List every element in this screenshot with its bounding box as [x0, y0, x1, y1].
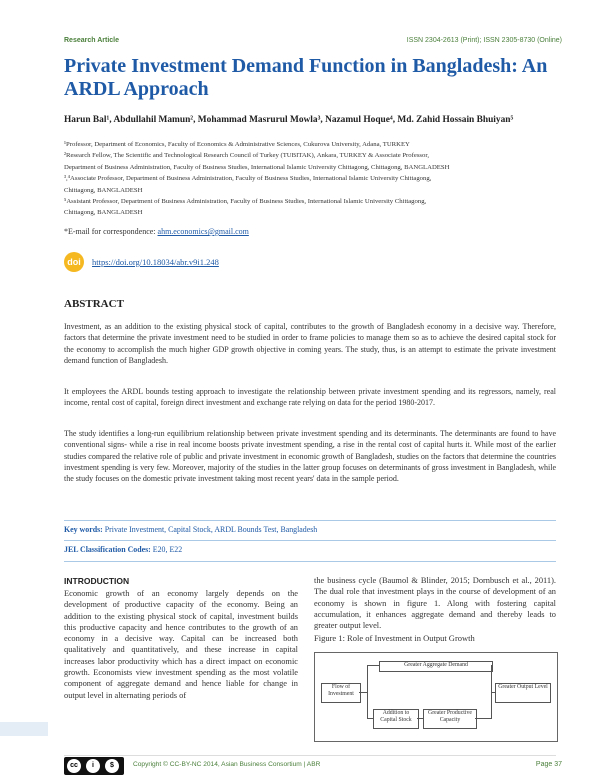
footer-divider: [64, 755, 556, 756]
cc-license-icon: [64, 757, 124, 775]
keywords-line: [64, 525, 317, 534]
correspondence: [64, 227, 249, 236]
figure-1: [314, 652, 558, 742]
copyright: Copyright © CC-BY-NC 2014, Asian Business Consortium | ABR: [133, 761, 321, 768]
nc-icon: $: [105, 759, 119, 773]
connector: [491, 665, 492, 692]
affiliations: [64, 139, 554, 219]
intro-right-column: the business cycle (Baumol & Blinder, 2015; Dornbusch et al., 2011). The dual role that investment plays in the course of development of an economy is shown in figure 1. Along with fostering capital accumulation, it enhances aggregate demand and thereby leads to greater output level.: [314, 576, 556, 631]
article-type: Research Article: [64, 37, 119, 44]
jel-value: E20, E22: [152, 545, 183, 554]
abstract-heading: ABSTRACT: [64, 298, 124, 310]
doi-link[interactable]: https://doi.org/10.18034/abr.v9i1.248: [92, 257, 219, 267]
capital-stock-box: Addition to Capital Stock: [373, 709, 419, 729]
affiliation-line: ³,⁴Associate Professor, Department of Business Administration, Faculty of Business Studies, International Islamic University Chittagong,: [64, 175, 432, 183]
paper-title: [64, 55, 564, 101]
jel-line: [64, 545, 182, 554]
connector: [367, 718, 373, 719]
keywords-value: Private Investment, Capital Stock, ARDL Bounds Test, Bangladesh: [104, 525, 318, 534]
affiliation-line: ⁵Assistant Professor, Department of Business Administration, Faculty of Business Studies, International Islamic University Chittagong,: [64, 198, 427, 206]
aggregate-demand-box: Greater Aggregate Demand: [379, 661, 493, 672]
keywords-divider: [64, 540, 556, 541]
connector: [367, 665, 368, 718]
connector: [359, 692, 367, 693]
title-line-2: ARDL Approach: [64, 78, 209, 100]
connector: [417, 718, 423, 719]
productive-capacity-box: Greater Productive Capacity: [423, 709, 477, 729]
output-level-box: Greater Output Level: [495, 683, 551, 703]
affiliation-line: Chittagong, BANGLADESH: [64, 209, 143, 217]
cc-icon: cc: [67, 759, 81, 773]
issn: ISSN 2304-2613 (Print); ISSN 2305-8730 (Online): [406, 37, 562, 44]
email-label: *E-mail for correspondence:: [64, 227, 158, 236]
abstract-paragraph: It employees the ARDL bounds testing approach to investigate the relationship between private investment spending and its regressors, namely, real income, rental cost of capital, foreign direct investment and exchange rate relying on data for the period 1980-2017.: [64, 387, 556, 408]
abstract-paragraph: The study identifies a long-run equilibrium relationship between private investment spending and its determinants. The determinants are found to have conventional signs- while a rise in real income boosts private investment spending, a rise in the rental cost of capital hurts it. While most of the earlier studies compared the relative role of public and private investment in economic growth of Bangladesh, studies on the factors that determine the countries investment spending is very few. Moreover, majority of the studies in the latter group focuses on determinants of gross investment in Bangladesh, while the study focuses on the domestic private investment taking most recent years' data in the sample period.: [64, 429, 556, 484]
abstract-paragraph: Investment, as an addition to the existing physical stock of capital, contributes to the growth of Bangladesh economy in a decisive way. Therefore, factors that determine the private investment need to be studied in order to frame policies to manage them so as to achieve the desired capital stock for the economy to accomplish the much higher GDP growth objective in coming years. The study, thus, is an attempt to estimate the private investment demand function of Bangladesh.: [64, 322, 556, 365]
intro-left-column: Economic growth of an economy largely depends on the development of productive capacity of the economy. Being an addition to the existing physical stock of capital, investment builds this productive capacity and hence contributes to the growth of an economy in a decisive way. Capital can be increased both qualitatively and quantitatively, and these increase in capital increases labor productivity which has a direct impact on economic growth. Economists view investment spending as the most volatile component of aggregate demand and hence liable for change in output level in alternating periods of: [64, 589, 298, 700]
affiliation-line: Department of Business Administration, Faculty of Business Studies, International Islamic University Chittagong, Chittagong, BANGLADESH: [64, 163, 450, 171]
connector: [491, 692, 495, 693]
figure-caption: Figure 1: Role of Investment in Output Growth: [314, 633, 475, 643]
side-decoration: [0, 722, 48, 736]
keywords-label: Key words:: [64, 525, 103, 534]
affiliation-line: Chittagong, BANGLADESH: [64, 186, 143, 194]
connector: [491, 692, 492, 719]
connector: [475, 718, 492, 719]
page-number: Page 37: [535, 761, 562, 768]
connector: [367, 665, 379, 666]
authors: Harun Bal¹, Abdullahil Mamun², Mohammad Masrurul Mowla³, Nazamul Hoque⁴, Md. Zahid Hossain Bhuiyan⁵: [64, 115, 514, 125]
email-link[interactable]: ahm.economics@gmail.com: [157, 227, 249, 236]
doi-icon: doi: [64, 252, 84, 272]
flow-of-investment-box: Flow of Investment: [321, 683, 361, 703]
introduction-heading: INTRODUCTION: [64, 576, 130, 586]
affiliation-line: ²Research Fellow, The Scientific and Technological Research Council of Turkey (TUBITAK), Ankara, TURKEY & Associate Professor,: [64, 152, 429, 160]
jel-label: JEL Classification Codes:: [64, 545, 151, 554]
affiliation-line: ¹Professor, Department of Economics, Faculty of Economics & Administrative Sciences, Cukurova University, Adana, TURKEY: [64, 141, 410, 148]
title-line-1: Private Investment Demand Function in Bangladesh: An: [64, 55, 548, 77]
by-icon: i: [86, 759, 100, 773]
